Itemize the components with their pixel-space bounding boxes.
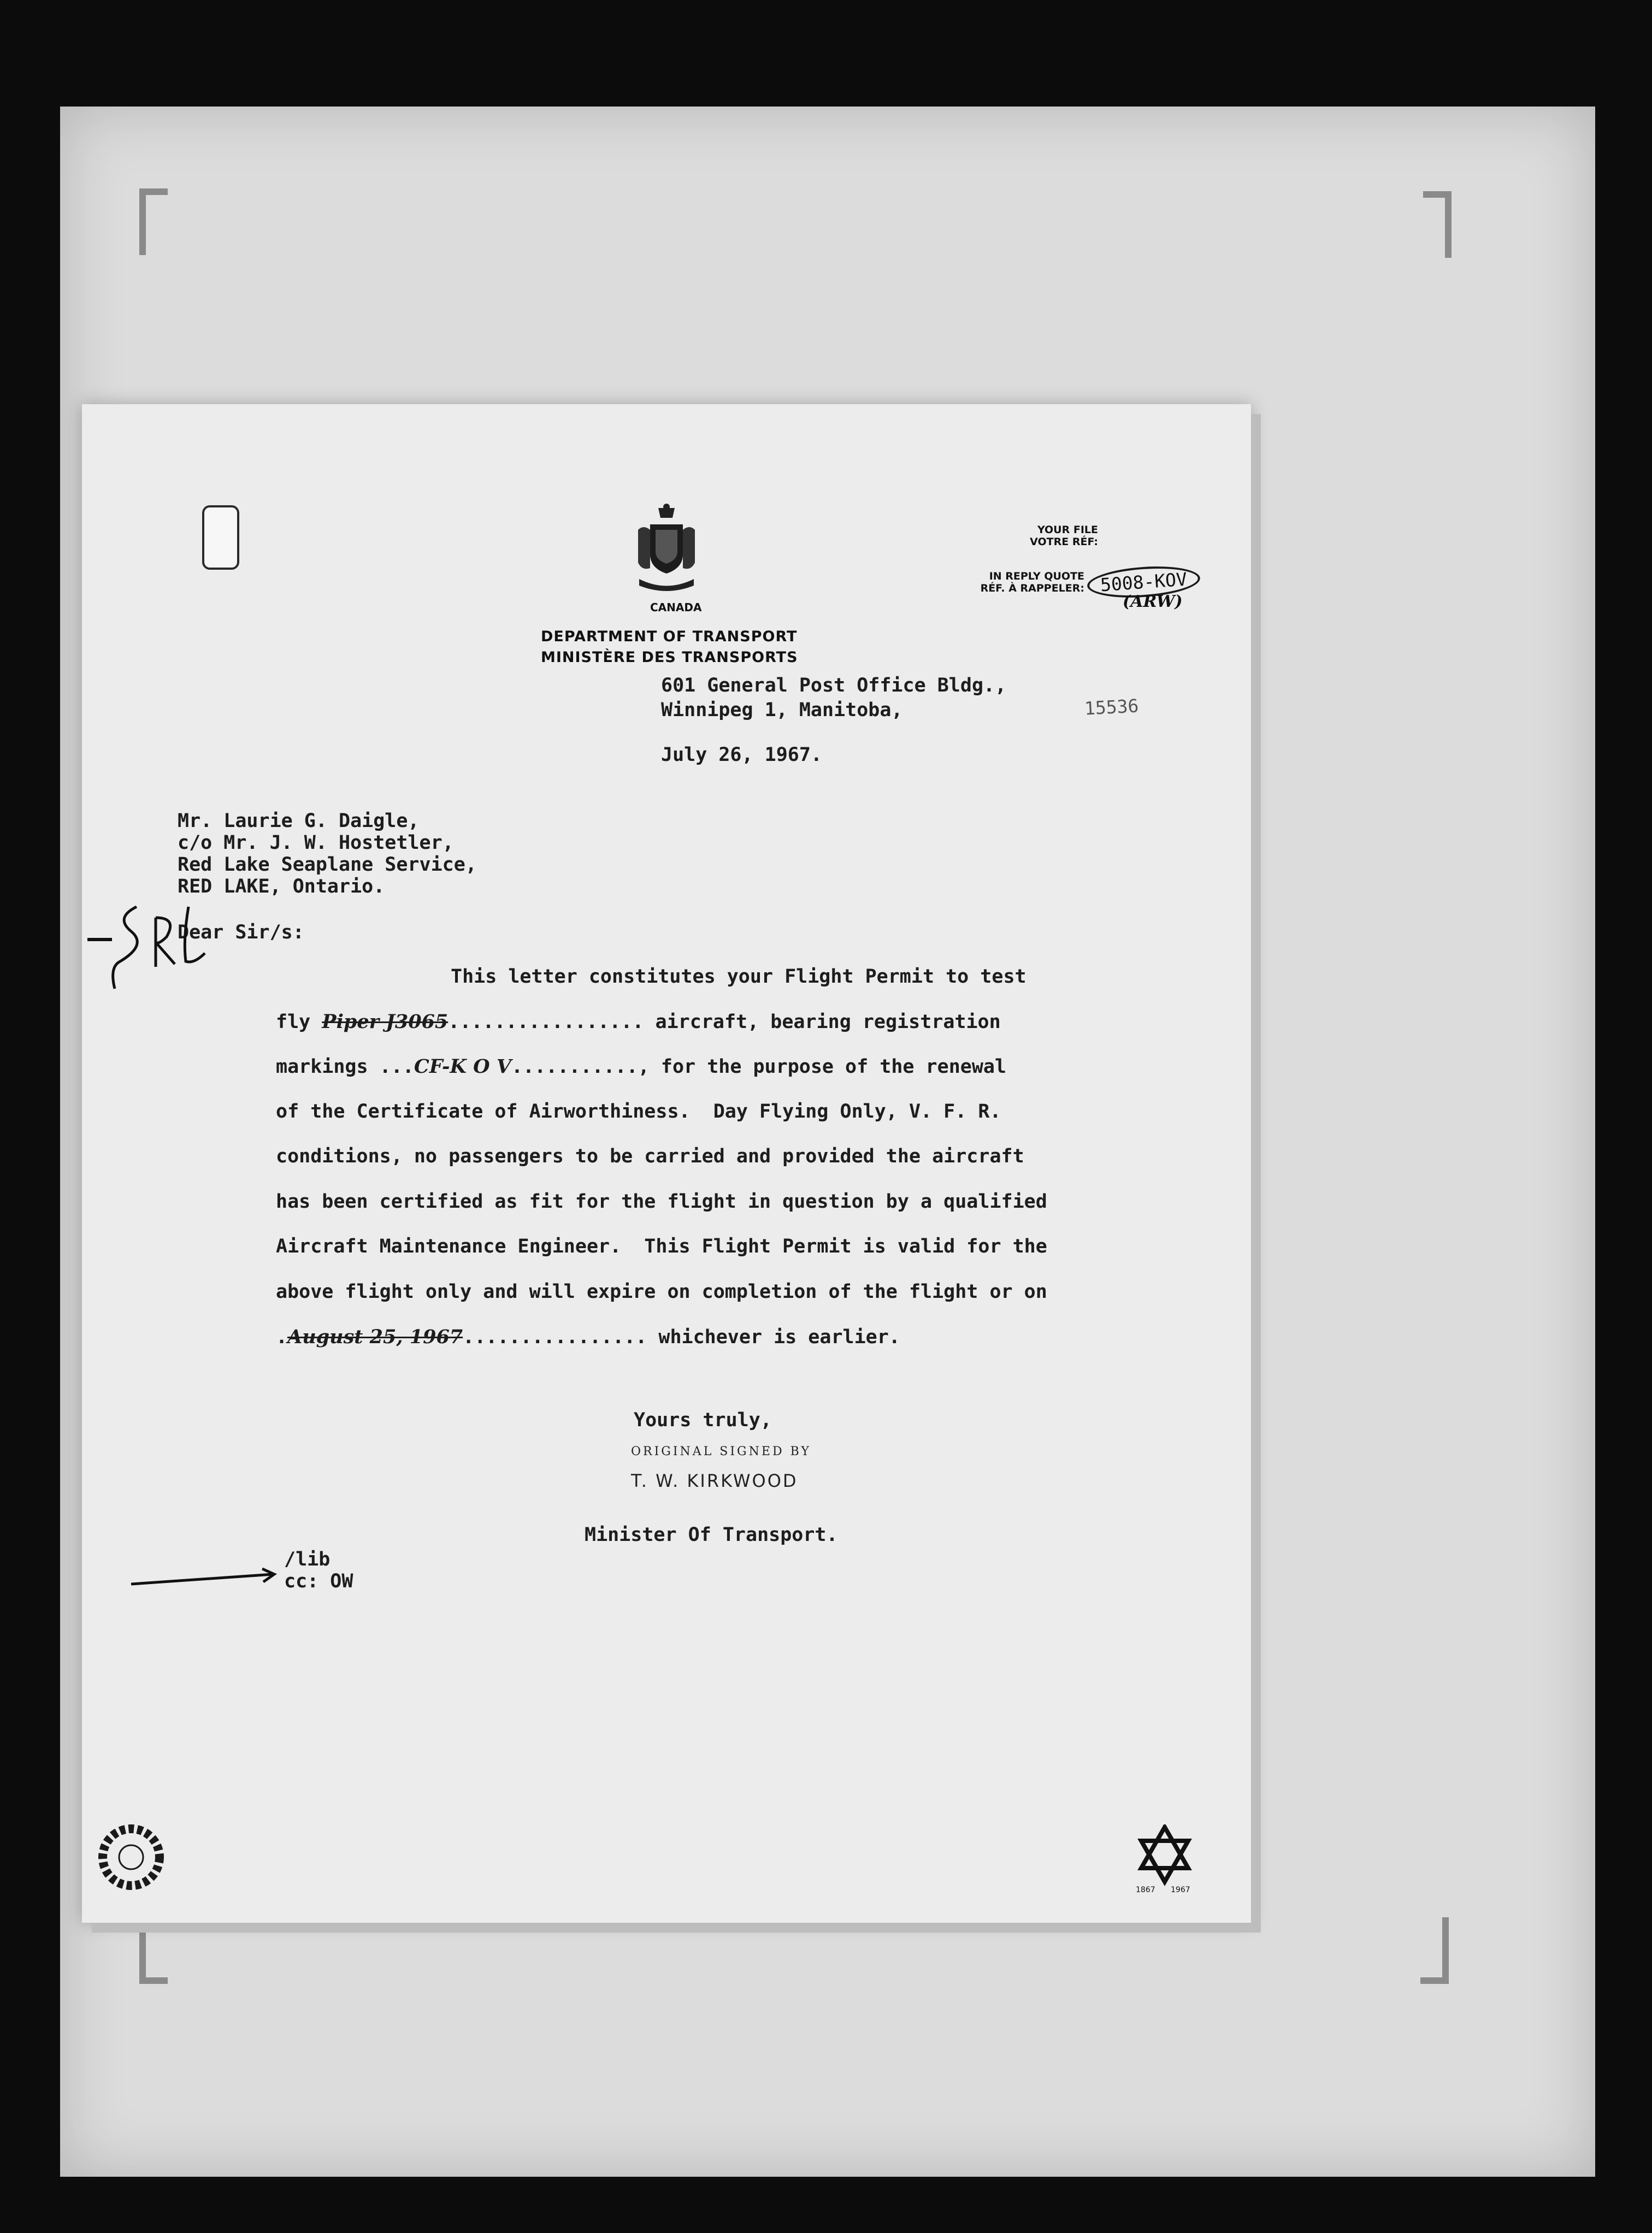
body-line-3-prefix: markings ...	[276, 1056, 414, 1078]
body-line-5: conditions, no passengers to be carried and provided the aircraft	[276, 1145, 1024, 1167]
body-line-2-suffix: ................. aircraft, bearing registration	[448, 1011, 1001, 1033]
your-file-label-en: YOUR FILE	[1037, 524, 1098, 536]
sender-address-line-1: 601 General Post Office Bldg.,	[661, 675, 1007, 696]
letter-page	[82, 404, 1251, 1923]
crop-mark-top-right	[1423, 191, 1452, 258]
paper-clip-mark	[202, 505, 239, 570]
seal-stamp-icon	[98, 1824, 164, 1890]
letterhead-department-en: DEPARTMENT OF TRANSPORT	[541, 628, 798, 645]
your-file-label-fr: VOTRE RÉF:	[1030, 535, 1098, 548]
crop-mark-bottom-right	[1420, 1917, 1449, 1984]
closing: Yours truly,	[634, 1409, 772, 1431]
crop-mark-top-left	[139, 188, 168, 255]
stamp-number: 15536	[1084, 695, 1140, 719]
salutation: Dear Sir/s:	[178, 921, 304, 943]
reply-reference-sub: (ARW)	[1123, 592, 1183, 611]
registration-marking: CF-K O V	[414, 1055, 511, 1078]
body-line-2-prefix: fly	[276, 1011, 322, 1033]
body-line-6: has been certified as fit for the flight in question by a qualified	[276, 1191, 1047, 1213]
centennial-logo-icon	[1134, 1824, 1196, 1895]
reply-quote-label-en: IN REPLY QUOTE	[989, 570, 1084, 582]
letterhead-department-fr: MINISTÈRE DES TRANSPORTS	[541, 649, 798, 666]
body-line-3-suffix: ..........., for the purpose of the renewal	[511, 1056, 1007, 1078]
crop-mark-bottom-left	[139, 1917, 168, 1984]
body-line-1: This letter constitutes your Flight Permit to test	[451, 966, 1026, 988]
original-signed-by: ORIGINAL SIGNED BY	[631, 1445, 811, 1458]
body-line-9	[276, 1326, 900, 1348]
reply-quote-label-fr: RÉF. À RAPPELER:	[980, 582, 1084, 594]
body-line-8: above flight only and will expire on completion of the flight or on	[276, 1281, 1047, 1303]
centennial-year-end: 1967	[1171, 1886, 1190, 1894]
body-line-9-suffix: ................ whichever is earlier.	[463, 1326, 900, 1348]
signer-name: T. W. KIRKWOOD	[631, 1470, 798, 1491]
cc-line: cc: OW	[284, 1570, 353, 1592]
typist-initials: /lib	[284, 1549, 331, 1570]
arrow-annotation-icon	[128, 1568, 281, 1590]
letter-date: July 26, 1967.	[661, 744, 823, 766]
body-line-4: of the Certificate of Airworthiness. Day Flying Only, V. F. R.	[276, 1101, 1001, 1123]
signer-title: Minister Of Transport.	[585, 1524, 838, 1546]
reply-quote-label	[972, 571, 1084, 595]
recipient-line-2: c/o Mr. J. W. Hostetler,	[178, 832, 454, 854]
recipient-line-3: Red Lake Seaplane Service,	[178, 854, 477, 876]
margin-annotation-text: -SRL	[85, 1002, 87, 1003]
reply-reference: 5008-KOV	[1086, 563, 1201, 601]
centennial-year-start: 1867	[1136, 1886, 1155, 1894]
your-file-label	[1000, 524, 1098, 548]
expiry-date: August 25, 1967	[287, 1326, 463, 1348]
recipient-line-1: Mr. Laurie G. Daigle,	[178, 810, 420, 832]
sender-address-line-2: Winnipeg 1, Manitoba,	[661, 699, 903, 721]
recipient-line-4: RED LAKE, Ontario.	[178, 876, 385, 897]
body-line-7: Aircraft Maintenance Engineer. This Flight Permit is valid for the	[276, 1236, 1047, 1257]
aircraft-type: Piper J3065	[322, 1011, 449, 1033]
coat-of-arms-icon	[634, 503, 699, 593]
body-line-2	[276, 1011, 1001, 1033]
margin-annotation-handwriting	[85, 896, 210, 1005]
letterhead-country: CANADA	[650, 601, 702, 614]
body-line-9-prefix: .	[276, 1326, 288, 1348]
body-line-3	[276, 1055, 1006, 1078]
